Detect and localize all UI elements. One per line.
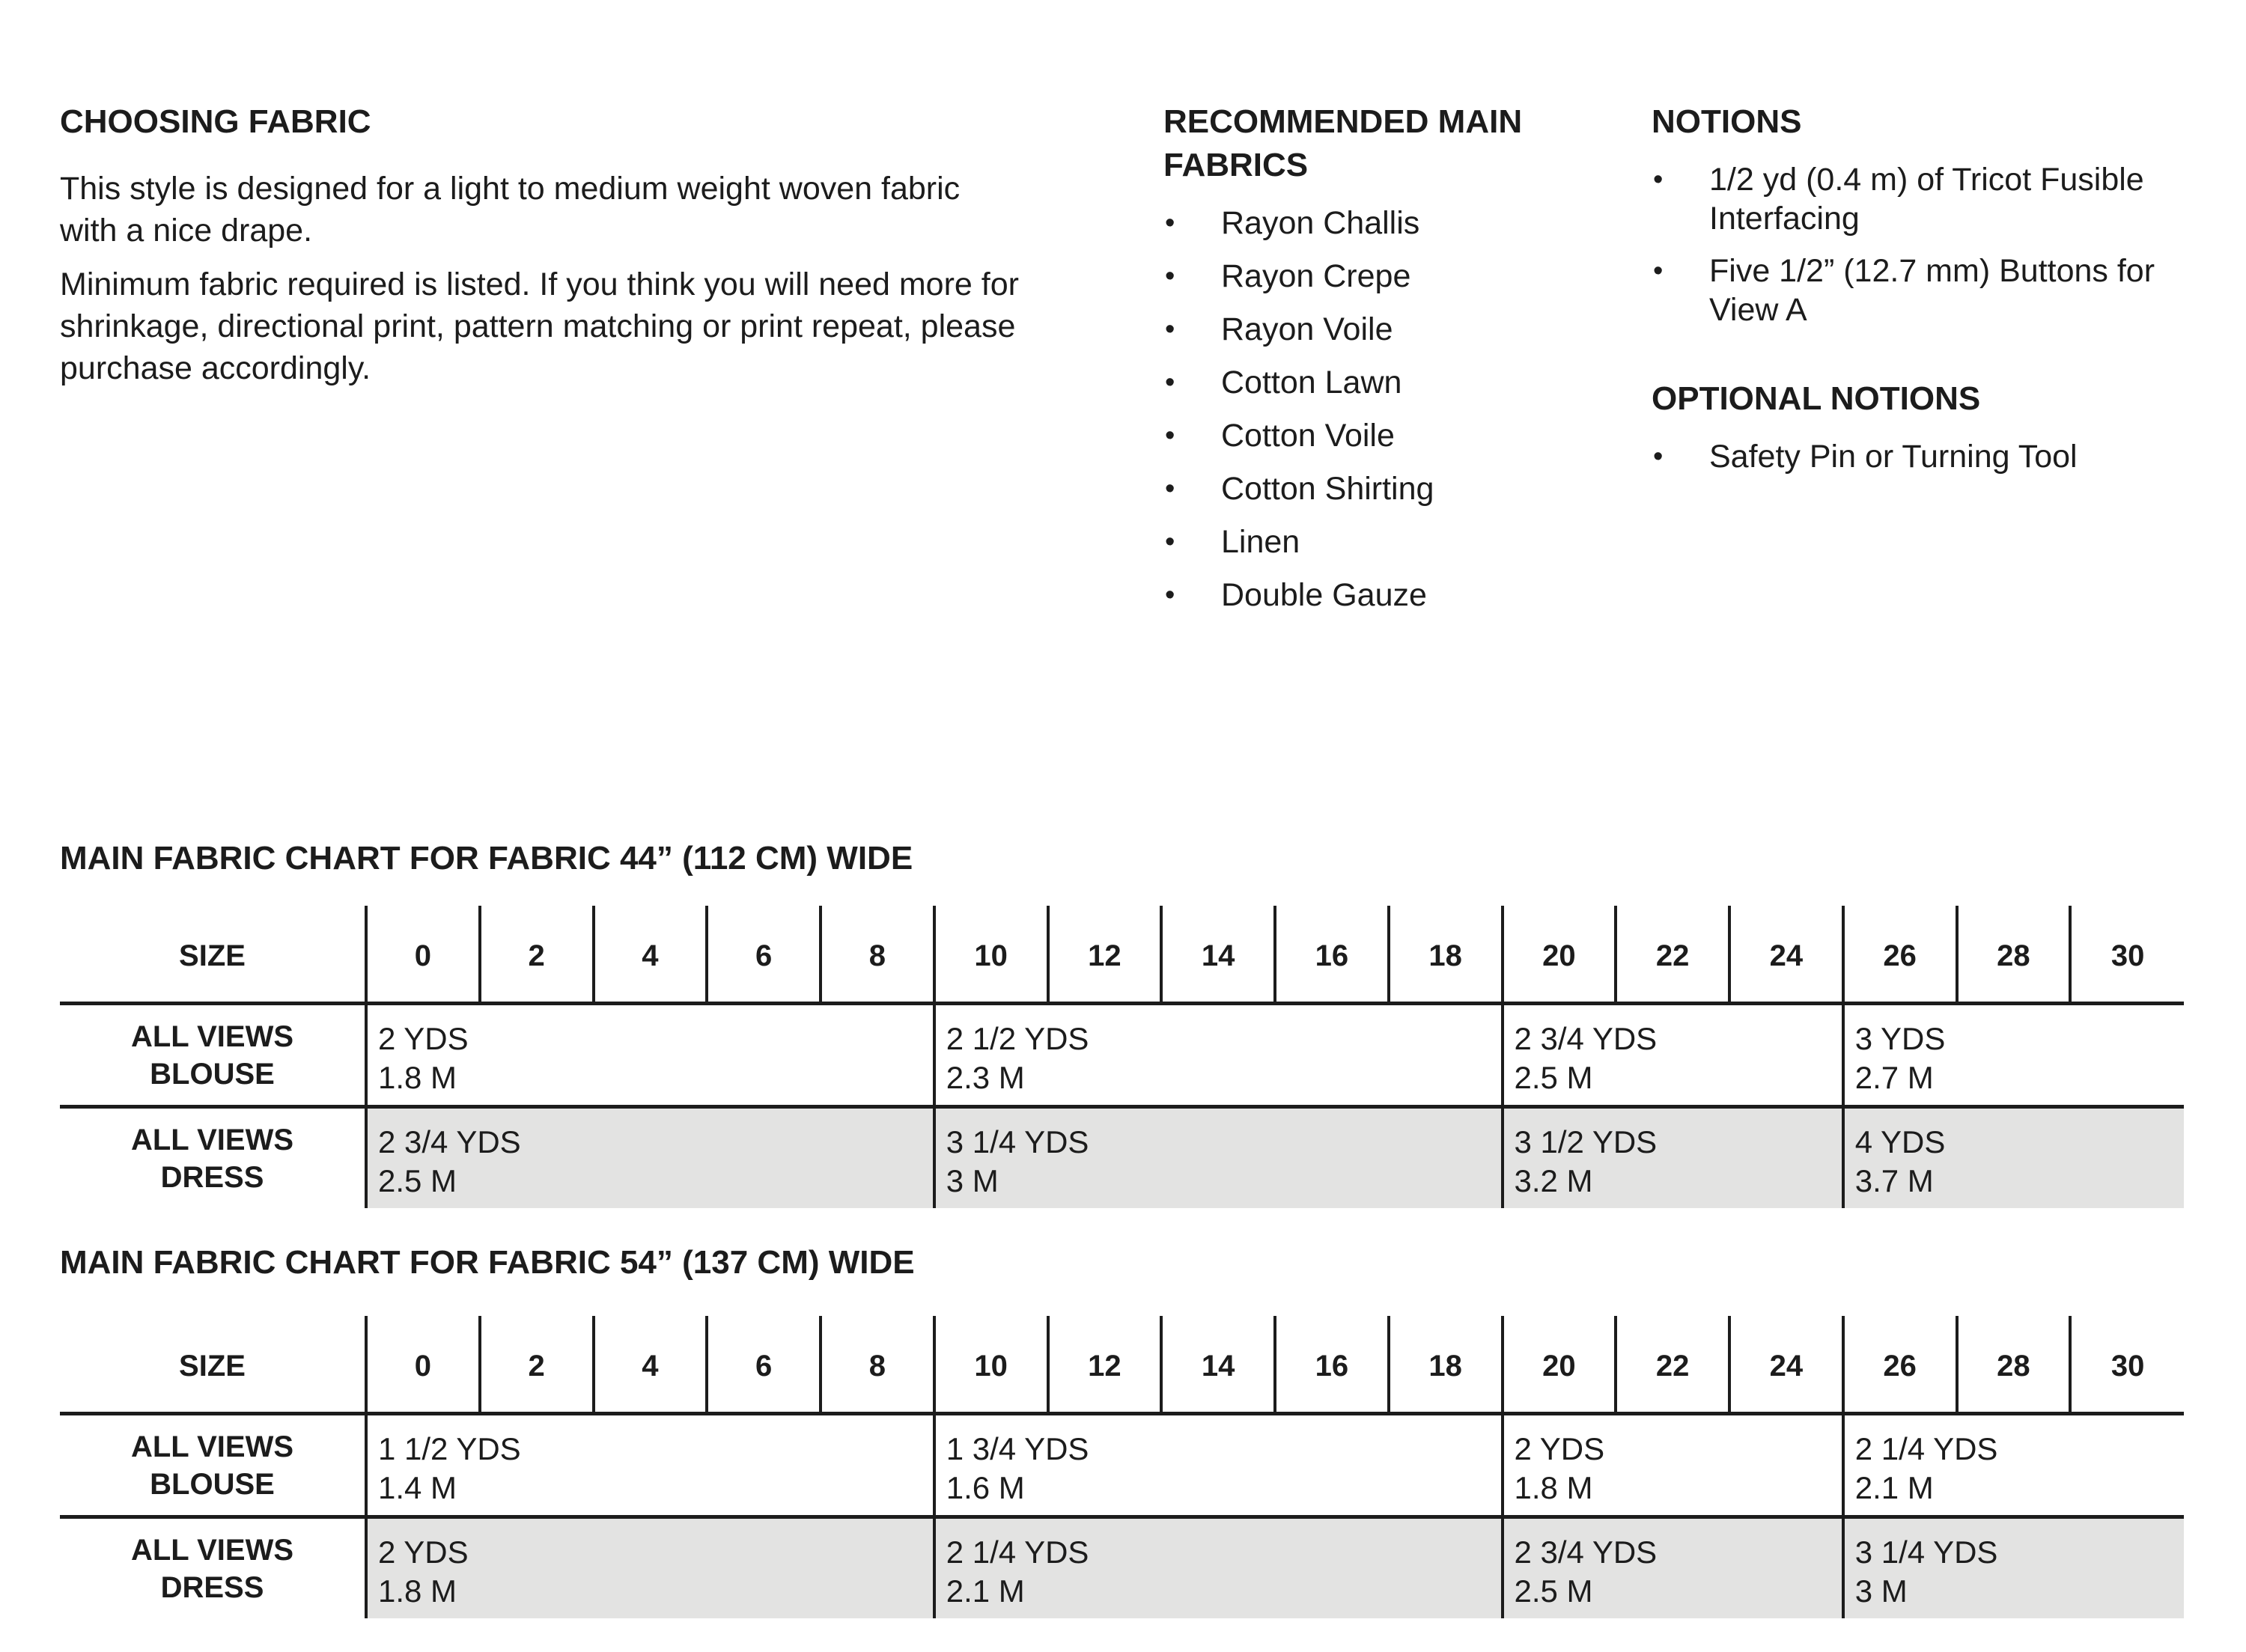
meterage: 2.7 M bbox=[1854, 1059, 1934, 1095]
notions-list bbox=[1652, 160, 2221, 329]
size-label: SIZE bbox=[60, 906, 366, 1004]
meterage: 3.2 M bbox=[1514, 1162, 1593, 1198]
size-column-header: 14 bbox=[1161, 1316, 1275, 1414]
size-column-header: 12 bbox=[1048, 906, 1162, 1004]
row-label-line-2: BLOUSE bbox=[150, 1467, 275, 1501]
meterage: 2.1 M bbox=[946, 1573, 1025, 1609]
row-label-line-1: ALL VIEWS bbox=[130, 1430, 294, 1463]
table-row bbox=[60, 1517, 2184, 1619]
list-item bbox=[1652, 252, 2221, 329]
fabric-amount-cell bbox=[1843, 1004, 2184, 1107]
size-column-header: 30 bbox=[2070, 1316, 2184, 1414]
notions-heading: NOTIONS bbox=[1652, 103, 1802, 140]
size-column-header: 12 bbox=[1048, 1316, 1162, 1414]
yardage: 2 YDS bbox=[378, 1020, 469, 1056]
row-label-line-1: ALL VIEWS bbox=[130, 1123, 294, 1156]
row-label-line-2: BLOUSE bbox=[150, 1057, 275, 1091]
meterage: 1.8 M bbox=[1514, 1469, 1593, 1505]
table-row bbox=[60, 1004, 2184, 1107]
size-label: SIZE bbox=[60, 1316, 366, 1414]
choosing-fabric-section bbox=[60, 100, 1093, 389]
fabric-amount-cell bbox=[934, 1517, 1503, 1619]
size-column-header: 24 bbox=[1729, 1316, 1843, 1414]
size-column-header: 20 bbox=[1503, 1316, 1616, 1414]
bullet-icon: • bbox=[1165, 579, 1175, 611]
yardage: 2 YDS bbox=[1514, 1430, 1605, 1466]
yardage: 2 3/4 YDS bbox=[378, 1124, 521, 1159]
fabric-name: Cotton Shirting bbox=[1221, 471, 1434, 507]
fabric-name: Cotton Voile bbox=[1221, 418, 1395, 454]
size-column-header: 10 bbox=[934, 1316, 1048, 1414]
meterage: 3.7 M bbox=[1854, 1162, 1934, 1198]
recommended-fabrics-heading: RECOMMENDED MAIN FABRICS bbox=[1163, 103, 1523, 183]
size-column-header: 24 bbox=[1729, 906, 1843, 1004]
size-column-header: 2 bbox=[480, 1316, 594, 1414]
size-column-header: 0 bbox=[366, 906, 480, 1004]
fabric-name: Cotton Lawn bbox=[1221, 365, 1402, 400]
fabric-amount-cell bbox=[1503, 1107, 1843, 1209]
meterage: 1.8 M bbox=[378, 1573, 457, 1609]
size-header-row bbox=[60, 906, 2184, 1004]
meterage: 1.6 M bbox=[946, 1469, 1025, 1505]
yardage: 3 1/4 YDS bbox=[946, 1124, 1089, 1159]
row-label-line-1: ALL VIEWS bbox=[130, 1019, 294, 1053]
yardage: 2 3/4 YDS bbox=[1514, 1020, 1658, 1056]
yardage: 3 1/2 YDS bbox=[1514, 1124, 1658, 1159]
row-label bbox=[60, 1414, 366, 1517]
fabric-name: Rayon Voile bbox=[1221, 311, 1393, 347]
list-item bbox=[1652, 160, 2221, 238]
fabric-amount-cell bbox=[366, 1517, 934, 1619]
notion-text: Five 1/2” (12.7 mm) Buttons for View A bbox=[1709, 253, 2155, 328]
optional-notions-heading: OPTIONAL NOTIONS bbox=[1652, 380, 1981, 417]
size-column-header: 26 bbox=[1843, 906, 1957, 1004]
size-column-header: 0 bbox=[366, 1316, 480, 1414]
fabric-amount-cell bbox=[1843, 1517, 2184, 1619]
size-column-header: 6 bbox=[707, 906, 821, 1004]
size-column-header: 16 bbox=[1275, 1316, 1389, 1414]
list-item bbox=[1163, 469, 1583, 508]
table-row bbox=[60, 1414, 2184, 1517]
size-column-header: 4 bbox=[594, 906, 707, 1004]
size-column-header: 16 bbox=[1275, 906, 1389, 1004]
bullet-icon: • bbox=[1653, 255, 1664, 287]
size-column-header: 14 bbox=[1161, 906, 1275, 1004]
notion-text: 1/2 yd (0.4 m) of Tricot Fusible Interfacing bbox=[1709, 162, 2144, 237]
bullet-icon: • bbox=[1165, 420, 1175, 451]
fabric-name: Double Gauze bbox=[1221, 577, 1427, 613]
fabric-amount-cell bbox=[934, 1414, 1503, 1517]
list-item bbox=[1652, 437, 2221, 476]
size-column-header: 30 bbox=[2070, 906, 2184, 1004]
bullet-icon: • bbox=[1165, 314, 1175, 345]
fabric-chart-54-table bbox=[60, 1316, 2184, 1618]
bullet-icon: • bbox=[1165, 473, 1175, 505]
meterage: 3 M bbox=[1854, 1573, 1908, 1609]
meterage: 2.5 M bbox=[1514, 1059, 1593, 1095]
list-item bbox=[1163, 257, 1583, 296]
row-label-line-2: DRESS bbox=[160, 1570, 264, 1604]
row-label bbox=[60, 1004, 366, 1107]
bullet-icon: • bbox=[1165, 260, 1175, 292]
fabric-amount-cell bbox=[1503, 1414, 1843, 1517]
fabric-amount-cell bbox=[1503, 1517, 1843, 1619]
fabric-amount-cell bbox=[934, 1107, 1503, 1209]
choosing-fabric-paragraph-1: This style is designed for a light to medium weight woven fabric with a nice drape. bbox=[60, 171, 961, 249]
yardage: 1 1/2 YDS bbox=[378, 1430, 521, 1466]
meterage: 1.8 M bbox=[378, 1059, 457, 1095]
bullet-icon: • bbox=[1653, 441, 1664, 472]
fabric-chart-44-title: MAIN FABRIC CHART FOR FABRIC 44” (112 CM) WIDE bbox=[60, 840, 913, 877]
bullet-icon: • bbox=[1165, 526, 1175, 558]
size-column-header: 28 bbox=[1957, 1316, 2071, 1414]
yardage: 2 1/2 YDS bbox=[946, 1020, 1089, 1056]
size-column-header: 6 bbox=[707, 1316, 821, 1414]
yardage: 2 1/4 YDS bbox=[946, 1534, 1089, 1570]
list-item bbox=[1163, 576, 1583, 615]
yardage: 2 3/4 YDS bbox=[1514, 1534, 1658, 1570]
row-label bbox=[60, 1517, 366, 1619]
bullet-icon: • bbox=[1653, 164, 1664, 195]
size-column-header: 8 bbox=[821, 906, 934, 1004]
size-column-header: 20 bbox=[1503, 906, 1616, 1004]
size-column-header: 10 bbox=[934, 906, 1048, 1004]
choosing-fabric-paragraph-2: Minimum fabric required is listed. If you think you will need more for shrinkage, directional print, pattern matching or print repeat, please purchase accordingly. bbox=[60, 266, 1019, 386]
recommended-fabrics-section bbox=[1163, 100, 1583, 629]
fabric-amount-cell bbox=[366, 1004, 934, 1107]
optional-notion-text: Safety Pin or Turning Tool bbox=[1709, 439, 2078, 475]
fabric-name: Rayon Challis bbox=[1221, 205, 1420, 241]
fabric-amount-cell bbox=[1843, 1414, 2184, 1517]
meterage: 2.5 M bbox=[1514, 1573, 1593, 1609]
size-column-header: 26 bbox=[1843, 1316, 1957, 1414]
meterage: 2.3 M bbox=[946, 1059, 1025, 1095]
fabric-amount-cell bbox=[366, 1414, 934, 1517]
size-column-header: 22 bbox=[1616, 1316, 1729, 1414]
choosing-fabric-heading: CHOOSING FABRIC bbox=[60, 103, 371, 140]
list-item bbox=[1163, 204, 1583, 243]
yardage: 1 3/4 YDS bbox=[946, 1430, 1089, 1466]
bullet-icon: • bbox=[1165, 367, 1175, 398]
meterage: 1.4 M bbox=[378, 1469, 457, 1505]
meterage: 2.5 M bbox=[378, 1162, 457, 1198]
fabric-name: Rayon Crepe bbox=[1221, 258, 1411, 294]
yardage: 4 YDS bbox=[1854, 1124, 1946, 1159]
size-column-header: 18 bbox=[1389, 1316, 1503, 1414]
yardage: 3 YDS bbox=[1854, 1020, 1946, 1056]
fabric-chart-44-table bbox=[60, 906, 2184, 1208]
optional-notions-list bbox=[1652, 437, 2221, 476]
fabric-amount-cell bbox=[1503, 1004, 1843, 1107]
fabric-amount-cell bbox=[934, 1004, 1503, 1107]
fabric-name: Linen bbox=[1221, 524, 1300, 560]
yardage: 2 YDS bbox=[378, 1534, 469, 1570]
list-item bbox=[1163, 363, 1583, 402]
row-label-line-1: ALL VIEWS bbox=[130, 1533, 294, 1567]
table-row bbox=[60, 1107, 2184, 1209]
size-column-header: 4 bbox=[594, 1316, 707, 1414]
meterage: 3 M bbox=[946, 1162, 999, 1198]
list-item bbox=[1163, 416, 1583, 455]
row-label-line-2: DRESS bbox=[160, 1160, 264, 1194]
size-column-header: 8 bbox=[821, 1316, 934, 1414]
yardage: 2 1/4 YDS bbox=[1854, 1430, 1998, 1466]
size-column-header: 18 bbox=[1389, 906, 1503, 1004]
row-label bbox=[60, 1107, 366, 1209]
list-item bbox=[1163, 310, 1583, 349]
yardage: 3 1/4 YDS bbox=[1854, 1534, 1998, 1570]
size-column-header: 22 bbox=[1616, 906, 1729, 1004]
fabric-chart-54-title: MAIN FABRIC CHART FOR FABRIC 54” (137 CM) WIDE bbox=[60, 1244, 915, 1281]
size-header-row bbox=[60, 1316, 2184, 1414]
recommended-fabrics-list bbox=[1163, 204, 1583, 615]
fabric-amount-cell bbox=[366, 1107, 934, 1209]
size-column-header: 28 bbox=[1957, 906, 2071, 1004]
size-column-header: 2 bbox=[480, 906, 594, 1004]
list-item bbox=[1163, 522, 1583, 561]
fabric-amount-cell bbox=[1843, 1107, 2184, 1209]
bullet-icon: • bbox=[1165, 207, 1175, 239]
notions-section bbox=[1652, 100, 2221, 490]
meterage: 2.1 M bbox=[1854, 1469, 1934, 1505]
